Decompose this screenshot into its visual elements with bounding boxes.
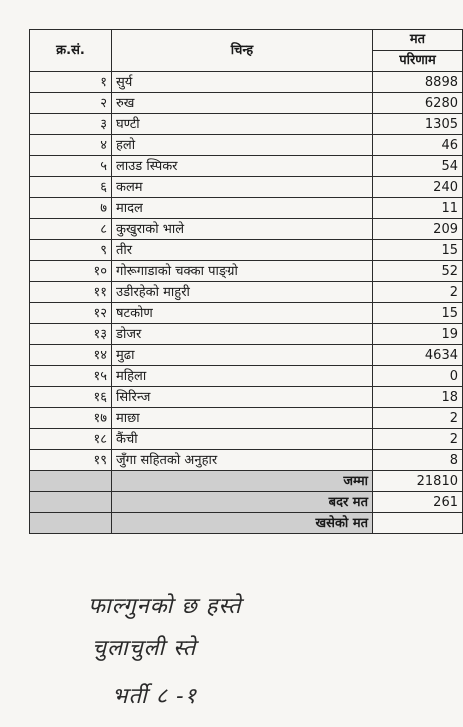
header-votes-line2: परिणाम bbox=[373, 51, 463, 72]
row-symbol: मुढा bbox=[112, 345, 373, 366]
row-sn: ८ bbox=[30, 219, 112, 240]
row-sn: ९ bbox=[30, 240, 112, 261]
lost-label: खसेको मत bbox=[112, 513, 373, 534]
row-sn: ११ bbox=[30, 282, 112, 303]
handwritten-signature-line3: भर्ती ८ -१ bbox=[112, 684, 198, 709]
table-row bbox=[30, 261, 463, 282]
row-symbol: रुख bbox=[112, 93, 373, 114]
table-row bbox=[30, 387, 463, 408]
row-symbol: डोजर bbox=[112, 324, 373, 345]
row-symbol: घण्टी bbox=[112, 114, 373, 135]
row-sn: १९ bbox=[30, 450, 112, 471]
row-sn: ७ bbox=[30, 198, 112, 219]
row-symbol: तीर bbox=[112, 240, 373, 261]
row-sn: १२ bbox=[30, 303, 112, 324]
row-symbol: उडीरहेको माहुरी bbox=[112, 282, 373, 303]
row-votes: 15 bbox=[373, 240, 463, 261]
row-votes: 8898 bbox=[373, 72, 463, 93]
row-votes: 2 bbox=[373, 282, 463, 303]
row-votes: 4634 bbox=[373, 345, 463, 366]
table-row bbox=[30, 156, 463, 177]
lost-row bbox=[30, 513, 463, 534]
lost-value bbox=[373, 513, 463, 534]
table-row bbox=[30, 324, 463, 345]
invalid-row bbox=[30, 492, 463, 513]
table-row bbox=[30, 93, 463, 114]
results-body bbox=[30, 72, 463, 471]
table-row bbox=[30, 366, 463, 387]
row-votes: 1305 bbox=[373, 114, 463, 135]
row-votes: 6280 bbox=[373, 93, 463, 114]
invalid-shade-cell bbox=[30, 492, 112, 513]
row-votes: 19 bbox=[373, 324, 463, 345]
row-symbol: सुर्य bbox=[112, 72, 373, 93]
row-votes: 15 bbox=[373, 303, 463, 324]
total-shade-cell bbox=[30, 471, 112, 492]
row-sn: ३ bbox=[30, 114, 112, 135]
row-sn: १० bbox=[30, 261, 112, 282]
total-row bbox=[30, 471, 463, 492]
table-row bbox=[30, 408, 463, 429]
row-symbol: कैंची bbox=[112, 429, 373, 450]
table-row bbox=[30, 198, 463, 219]
table-row bbox=[30, 135, 463, 156]
header-votes-line1: मत bbox=[373, 30, 463, 51]
row-symbol: महिला bbox=[112, 366, 373, 387]
header-symbol: चिन्ह bbox=[112, 30, 373, 72]
row-sn: १३ bbox=[30, 324, 112, 345]
row-votes: 2 bbox=[373, 408, 463, 429]
row-sn: १८ bbox=[30, 429, 112, 450]
row-votes: 11 bbox=[373, 198, 463, 219]
row-symbol: सिरिन्ज bbox=[112, 387, 373, 408]
row-sn: ५ bbox=[30, 156, 112, 177]
row-votes: 52 bbox=[373, 261, 463, 282]
row-sn: ६ bbox=[30, 177, 112, 198]
lost-shade-cell bbox=[30, 513, 112, 534]
row-sn: २ bbox=[30, 93, 112, 114]
row-symbol: जुँगा सहितको अनुहार bbox=[112, 450, 373, 471]
row-symbol: कुखुराको भाले bbox=[112, 219, 373, 240]
invalid-value: 261 bbox=[373, 492, 463, 513]
table-row bbox=[30, 429, 463, 450]
table-row bbox=[30, 219, 463, 240]
table-row bbox=[30, 240, 463, 261]
row-sn: १५ bbox=[30, 366, 112, 387]
row-symbol: कलम bbox=[112, 177, 373, 198]
row-votes: 2 bbox=[373, 429, 463, 450]
handwritten-signature-line1: फाल्गुनको छ हस्ते bbox=[88, 594, 242, 619]
header-sn: क्र.सं. bbox=[30, 30, 112, 72]
row-sn: १७ bbox=[30, 408, 112, 429]
row-votes: 54 bbox=[373, 156, 463, 177]
table-row bbox=[30, 282, 463, 303]
row-sn: १४ bbox=[30, 345, 112, 366]
table-row bbox=[30, 114, 463, 135]
row-symbol: लाउड स्पिकर bbox=[112, 156, 373, 177]
row-symbol: षटकोण bbox=[112, 303, 373, 324]
row-symbol: मादल bbox=[112, 198, 373, 219]
row-votes: 18 bbox=[373, 387, 463, 408]
election-results-table bbox=[29, 29, 463, 534]
table-row bbox=[30, 303, 463, 324]
row-votes: 0 bbox=[373, 366, 463, 387]
table-header-row bbox=[30, 30, 463, 51]
row-votes: 8 bbox=[373, 450, 463, 471]
total-value: 21810 bbox=[373, 471, 463, 492]
table-row bbox=[30, 450, 463, 471]
row-symbol: गोरूगाडाको चक्का पाङ्ग्रो bbox=[112, 261, 373, 282]
invalid-label: बदर मत bbox=[112, 492, 373, 513]
row-symbol: हलो bbox=[112, 135, 373, 156]
row-votes: 46 bbox=[373, 135, 463, 156]
summary-body bbox=[30, 471, 463, 534]
table-row bbox=[30, 345, 463, 366]
row-symbol: माछा bbox=[112, 408, 373, 429]
total-label: जम्मा bbox=[112, 471, 373, 492]
row-votes: 240 bbox=[373, 177, 463, 198]
row-votes: 209 bbox=[373, 219, 463, 240]
table-row bbox=[30, 72, 463, 93]
row-sn: १६ bbox=[30, 387, 112, 408]
table-row bbox=[30, 177, 463, 198]
handwritten-signature-line2: चुलाचुली स्ते bbox=[92, 636, 197, 661]
row-sn: ४ bbox=[30, 135, 112, 156]
row-sn: १ bbox=[30, 72, 112, 93]
